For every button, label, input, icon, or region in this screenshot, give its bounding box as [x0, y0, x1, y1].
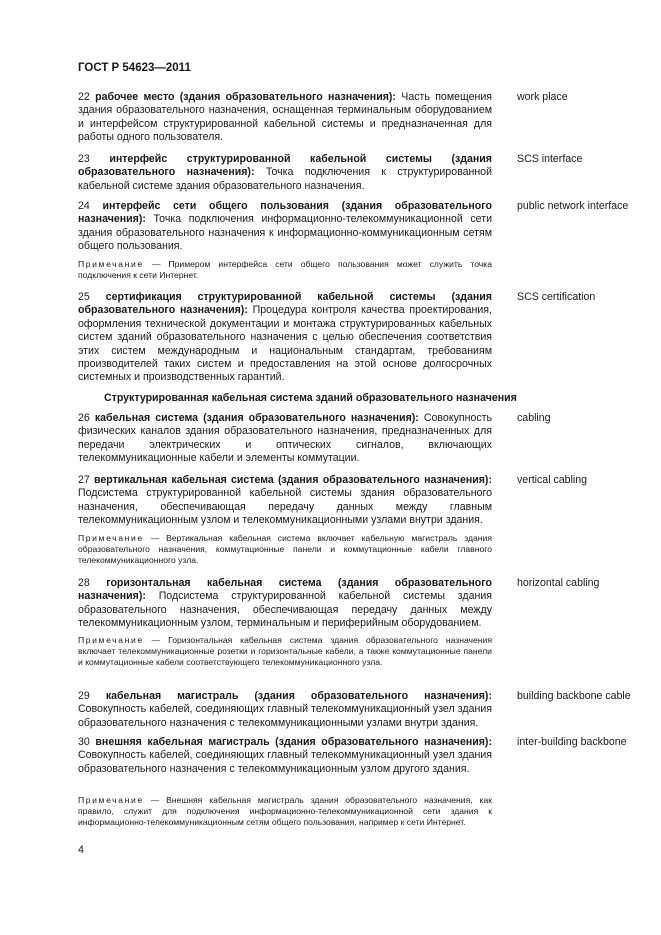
term-name: сертификация структурированной кабельной системы (здания образовательного назначения): — [78, 291, 492, 317]
section-title: Структурированная кабельная система зданий образовательного назначения — [104, 392, 517, 404]
term-english-28: horizontal cabling — [517, 577, 600, 589]
term-definition: Часть помещения здания образовательного назначения, оснащенная терминальным оборудованием и интерфейсом структурированной кабельной системы и предназначенная для работы одного пользователя. — [78, 91, 492, 144]
term-entry-23 — [78, 153, 492, 193]
term-english-29: building backbone cable — [517, 690, 631, 702]
term-english-30: inter-building backbone — [517, 736, 627, 748]
term-definition: Совокупность физических каналов здания образовательного назначения, предназначенных для передачи электрических и оптических сигналов, включающих телекоммуникационные кабели и элементы коммутации. — [78, 412, 493, 465]
note-24 — [78, 259, 492, 281]
term-definition: Совокупность кабелей, соединяющих главный телекоммуникационный узел здания образовательного назначения с телекоммуникационными узлами внутри здания. — [78, 703, 492, 729]
note-28 — [78, 635, 492, 669]
term-number: 30 — [78, 736, 90, 748]
term-name: кабельная магистраль (здания образовательного назначения): — [105, 690, 492, 702]
term-entry-30 — [78, 736, 492, 776]
term-entry-24 — [78, 200, 492, 254]
note-label: Примечание — [78, 635, 144, 645]
term-name: горизонтальная кабельная система (здания образовательного назначения): — [78, 577, 492, 603]
term-number: 23 — [78, 153, 90, 165]
term-name: интерфейс сети общего пользования (здания образовательного назначения): — [78, 200, 492, 226]
note-label: Примечание — [78, 259, 144, 269]
term-english-25: SCS certification — [517, 291, 596, 303]
note-text: — Примером интерфейса сети общего пользования может служить точка подключения к сети Интернет. — [78, 259, 492, 281]
term-number: 25 — [78, 291, 90, 303]
term-definition: Точка подключения информационно-телекоммуникационной сети здания образовательного назначения к информационно-коммуникационным сетям общего пользования. — [78, 213, 492, 253]
term-entry-29 — [78, 690, 492, 730]
term-name: внешняя кабельная магистраль (здания образовательного назначения): — [95, 736, 492, 748]
note-label: Примечание — [78, 795, 144, 805]
term-number: 27 — [78, 474, 90, 486]
term-name: вертикальная кабельная система (здания образовательного назначения): — [94, 474, 492, 486]
term-number: 26 — [78, 412, 90, 424]
term-definition: Подсистема структурированной кабельной системы здания образовательного назначения, обеспечивающая передачу данных между телекоммуникационным узлом, терминальным и периферийным оборудованием. — [78, 590, 492, 630]
document-header: ГОСТ Р 54623—2011 — [78, 62, 191, 74]
note-text: — Горизонтальная кабельная система здания образовательного назначения включает телекоммуникационные розетки и горизонтальные кабели, а также коммутационные панели и коммутационные кабели соответствующего телекоммуникационного узла. — [78, 635, 492, 668]
note-label: Примечание — [78, 533, 144, 543]
term-definition: Процедура контроля качества проектирования, оформления технической документации и монтажа структурированных кабельных систем зданий образовательного назначения с целью обеспечения соответствия этих систем международным и национальным стандартам, требованиям производителей таких систем и предоставления на этой основе долгосрочных системных и производственных гарантий. — [78, 304, 492, 384]
term-entry-27 — [78, 474, 492, 528]
term-entry-22 — [78, 91, 492, 145]
term-definition: Совокупность кабелей, соединяющих главный телекоммуникационный узел здания образовательного назначения с телекоммуникационным узлом другого здания. — [78, 749, 492, 775]
term-entry-25 — [78, 291, 492, 385]
term-name: кабельная система (здания образовательного назначения): — [94, 412, 419, 424]
term-english-24: public network interface — [517, 200, 629, 212]
term-name: интерфейс структурированной кабельной системы (здания образовательного назначения): — [78, 153, 492, 179]
term-entry-28 — [78, 577, 492, 631]
term-number: 29 — [78, 690, 90, 702]
term-number: 24 — [78, 200, 90, 212]
term-entry-26 — [78, 412, 492, 466]
note-27 — [78, 533, 492, 567]
term-number: 22 — [78, 91, 90, 103]
term-english-27: vertical cabling — [517, 474, 588, 486]
term-english-23: SCS interface — [517, 153, 583, 165]
term-name: рабочее место (здания образовательного назначения): — [95, 91, 396, 103]
term-definition: Точка подключения к структурированной кабельной системе здания образовательного назначения. — [78, 166, 492, 192]
term-definition: Подсистема структурированной кабельной системы здания образовательного назначения, обеспечивающая передачу данных между главным телекоммуникационным узлом и телекоммуникационными узлами внутри здания. — [78, 487, 492, 527]
note-text: — Вертикальная кабельная система включает кабельную магистраль здания образовательного назначения, коммутационные панели и коммутационные кабели главного телекоммуникационного узла. — [78, 533, 492, 566]
term-number: 28 — [78, 577, 90, 589]
term-english-22: work place — [517, 91, 568, 103]
note-30 — [78, 795, 492, 829]
note-text: — Внешняя кабельная магистраль здания образовательного назначения, как правило, служит для подключения информационно-телекоммуникационной сети здания к информационно-телекоммуникационным сетям общего пользования, например к сети Интернет. — [78, 795, 492, 828]
term-english-26: cabling — [517, 412, 551, 424]
page-number: 4 — [78, 844, 84, 856]
